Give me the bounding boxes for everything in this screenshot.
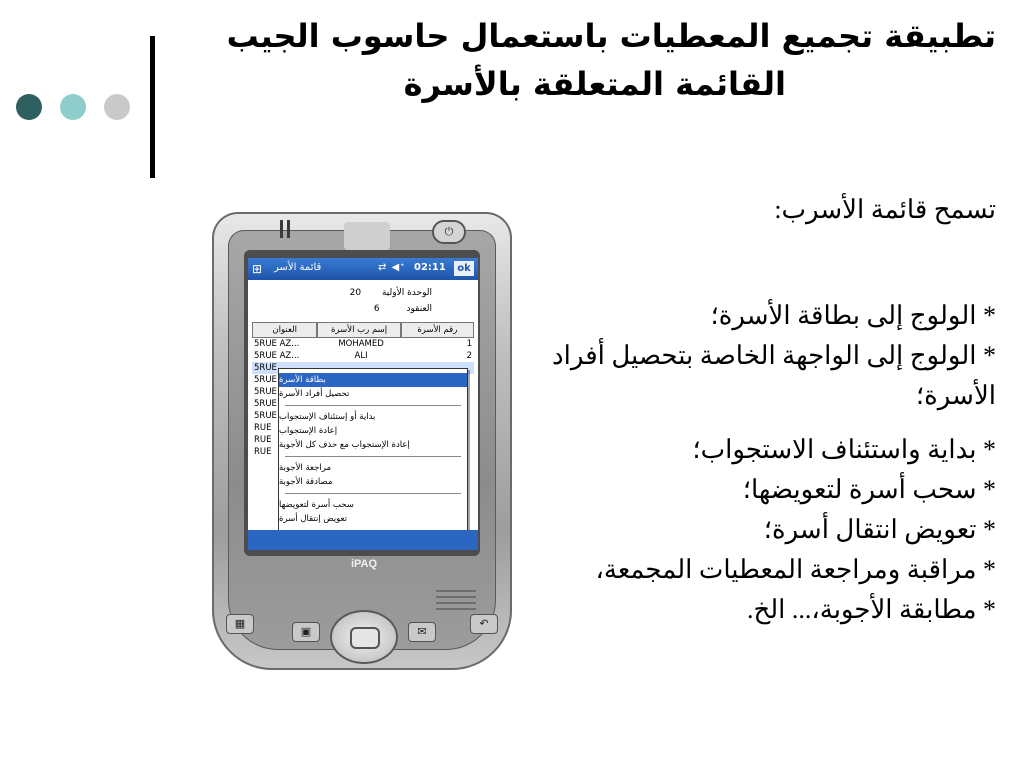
windows-start-icon[interactable]: ⊞ <box>252 262 263 276</box>
cell-address: 5RUE AZ... <box>254 339 300 349</box>
menu-item-validate[interactable]: مصادقة الأجوبة <box>279 477 333 487</box>
cell-number: 1 <box>466 339 472 349</box>
table-row[interactable] <box>252 338 474 350</box>
screen-time[interactable]: 02:11 <box>414 262 446 273</box>
cell-head-name: ALI <box>354 351 368 361</box>
slide-body <box>516 190 996 630</box>
connectivity-volume-icons[interactable]: ⇄ ◀ᐩ <box>378 262 406 273</box>
contacts-button-icon[interactable]: ▣ <box>292 622 320 642</box>
speaker-grille-right <box>436 590 476 614</box>
vertical-divider <box>150 36 155 178</box>
block-label: العنقود <box>406 304 432 314</box>
brand-logo: iPAQ <box>350 558 378 570</box>
col-header-head-name[interactable]: إسم رب الأسرة <box>317 322 400 338</box>
table-row[interactable] <box>252 350 474 362</box>
calendar-button-icon[interactable]: ▦ <box>226 614 254 634</box>
slide-title-line1: تطبيقة تجميع المعطيات باستعمال حاسوب الجيب <box>226 17 996 55</box>
block-value: 6 <box>373 304 380 314</box>
cell-number: 2 <box>466 351 472 361</box>
bullet-3: * بداية واستئناف الاستجواب؛ <box>692 435 996 464</box>
dot-gray <box>104 94 130 120</box>
col-header-address[interactable]: العنوان <box>252 322 317 338</box>
menu-item-replace-move[interactable]: تعويض إنتقال أسرة <box>279 514 348 524</box>
bullet-4: * سحب أسرة لتعويضها؛ <box>742 475 996 504</box>
bullet-5: * تعويض انتقال أسرة؛ <box>763 515 996 544</box>
cell-address: 5RUE <box>254 375 277 385</box>
block-row <box>374 304 432 314</box>
cell-address: RUE <box>254 423 272 433</box>
menu-separator <box>285 405 461 406</box>
cell-address: 5RUE <box>254 399 277 409</box>
cell-address: 5RUE AZ... <box>254 351 300 361</box>
dot-teal <box>60 94 86 120</box>
bullet-1: * الولوج إلى بطاقة الأسرة؛ <box>710 301 996 330</box>
unit-label: الوحدة الأولية <box>381 288 432 298</box>
slide-title <box>176 12 996 108</box>
bullet-2: * الولوج إلى الواجهة الخاصة بتحصيل أفراد الأسرة؛ <box>552 341 996 410</box>
slide-title-line2: القائمة المتعلقة بالأسرة <box>403 65 786 103</box>
screen-app-title: قائمة الأسر <box>274 262 322 273</box>
power-button[interactable]: ⏻ <box>432 220 466 244</box>
col-header-number[interactable]: رقم الأسرة <box>401 322 474 338</box>
screen-menubar <box>248 530 478 550</box>
cell-address: RUE <box>254 435 272 445</box>
bullet-6: * مراقبة ومراجعة المعطيات المجمعة، <box>595 555 996 584</box>
sensor-window <box>344 222 390 250</box>
navigation-center-button[interactable] <box>350 627 380 649</box>
cell-address: 5RUE <box>252 362 320 374</box>
menu-item-review[interactable]: مراجعة الأجوبة <box>279 463 331 473</box>
unit-value: 20 <box>349 288 362 298</box>
navigation-pad[interactable] <box>330 610 398 664</box>
cell-head-name: MOHAMED <box>338 339 384 349</box>
body-intro: تسمح قائمة الأسرب: <box>774 195 996 224</box>
menu-item-redo[interactable]: إعادة الإستجواب <box>279 426 338 436</box>
menu-item-withdraw[interactable]: سحب أسرة لتعويضها <box>279 500 354 510</box>
context-menu <box>278 368 468 546</box>
cell-address: 5RUE <box>254 411 277 421</box>
menu-separator <box>285 493 461 494</box>
menu-separator <box>285 456 461 457</box>
device-screen <box>248 258 478 550</box>
unit-row <box>350 288 432 298</box>
ok-button[interactable]: ok <box>454 261 474 276</box>
speaker-icon <box>278 218 292 240</box>
mail-button-icon[interactable]: ✉ <box>408 622 436 642</box>
pocket-pc-device <box>212 212 512 670</box>
dot-dark <box>16 94 42 120</box>
menu-item-start-resume[interactable]: بداية أو إستئناف الإستجواب <box>279 412 376 422</box>
bullet-7: * مطابقة الأجوبة،... الخ. <box>746 595 996 624</box>
table-header <box>252 322 474 338</box>
menu-item-household-card[interactable]: بطاقة الأسرة <box>279 373 467 387</box>
cell-address: RUE <box>254 447 272 457</box>
menu-item-collect-members[interactable]: تحصيل أفراد الأسرة <box>279 389 350 399</box>
screen-titlebar <box>248 258 478 280</box>
menu-item-redo-clear[interactable]: إعادة الإستجواب مع حذف كل الأجوبة <box>279 440 410 450</box>
home-button-icon[interactable]: ↶ <box>470 614 498 634</box>
cell-address: 5RUE <box>254 387 277 397</box>
